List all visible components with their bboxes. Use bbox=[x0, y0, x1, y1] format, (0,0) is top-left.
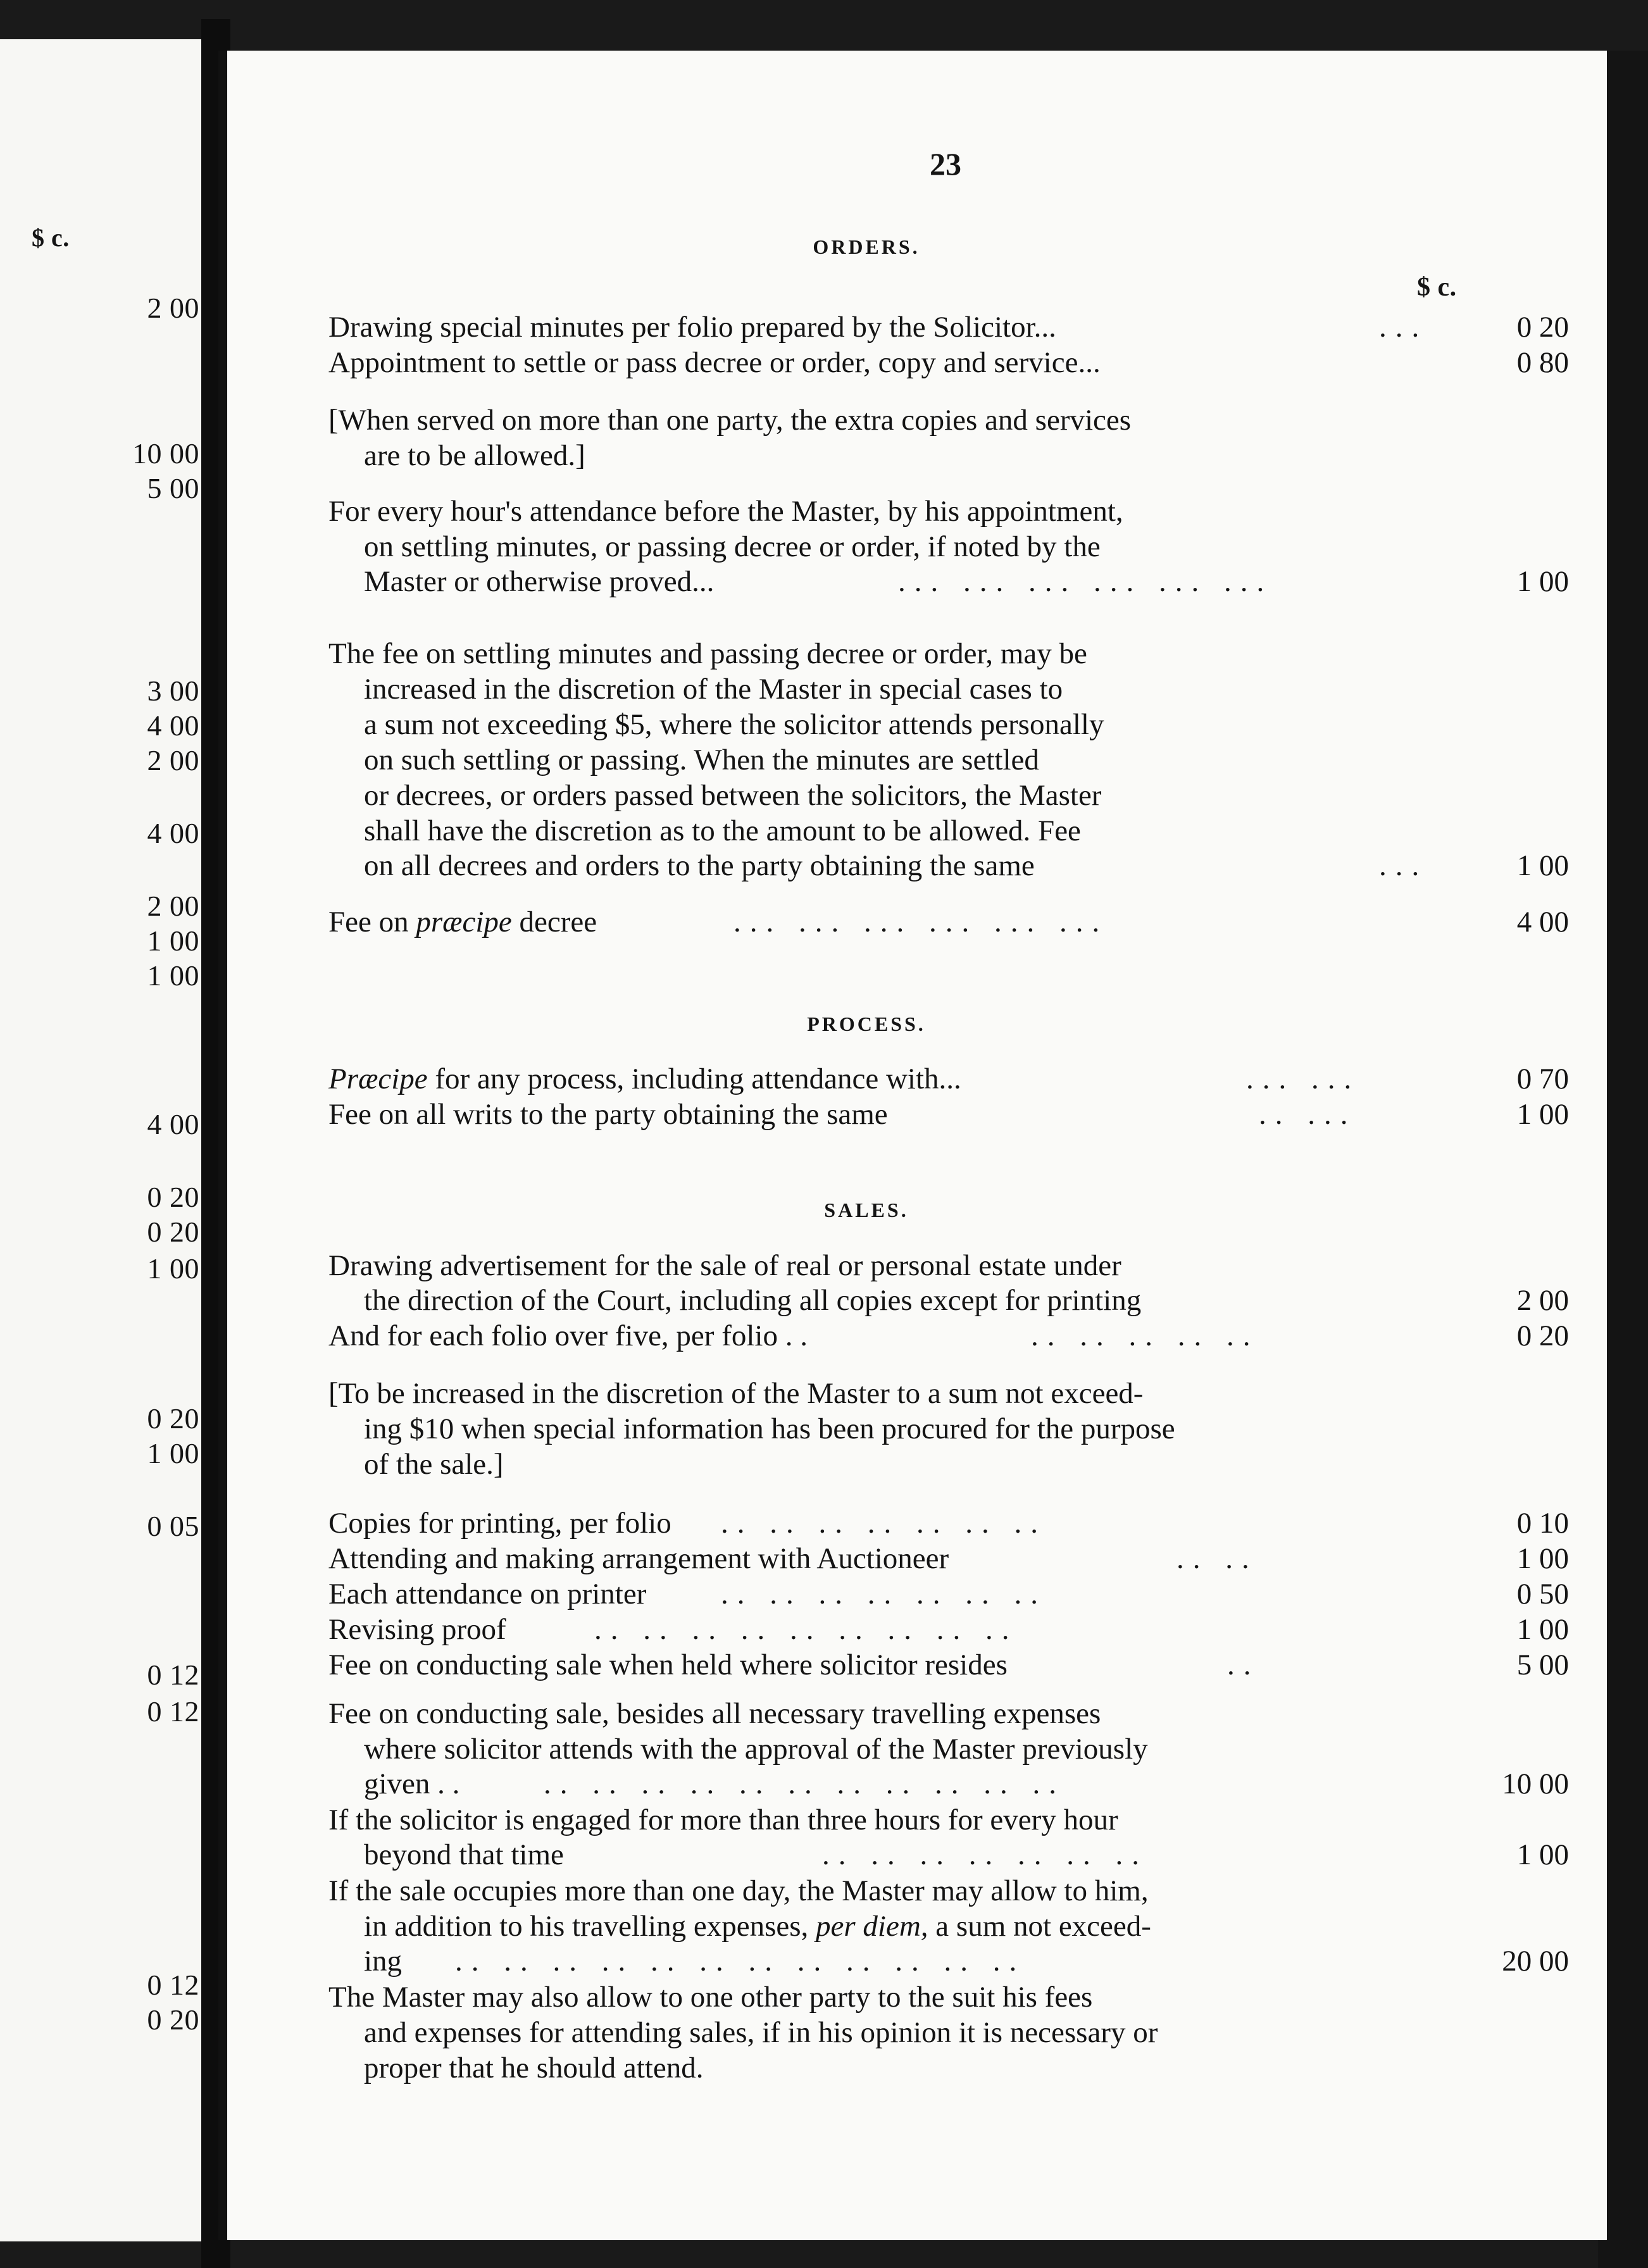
sales-item-amount: 5 00 bbox=[1516, 1648, 1569, 1681]
sales-item-amount: 1 00 bbox=[1516, 1542, 1569, 1575]
fee-paragraph-line: The fee on settling minutes and passing decree or order, may be bbox=[328, 637, 1087, 670]
advert-line-2 bbox=[328, 1283, 1569, 1319]
left-currency-header: $ c. bbox=[32, 223, 70, 252]
sales-item-dots: .. bbox=[1227, 1648, 1260, 1681]
left-amount: 1 00 bbox=[147, 1252, 199, 1285]
process-line-2 bbox=[328, 1097, 1569, 1133]
praecipe-suffix: decree bbox=[519, 906, 597, 938]
sales-item-row bbox=[328, 1577, 1569, 1612]
orders-line-1 bbox=[328, 310, 1569, 346]
fee-paragraph-last-line bbox=[328, 849, 1569, 884]
hour-attendance-line-2: on settling minutes, or passing decree or order, if noted by the bbox=[364, 530, 1101, 563]
left-amount: 0 12 bbox=[147, 1969, 199, 2001]
fee-paragraph-line: a sum not exceeding $5, where the solicitor attends personally bbox=[364, 708, 1104, 741]
left-amount: 2 00 bbox=[147, 292, 199, 324]
process-line-2-dots: .. ... bbox=[1259, 1098, 1357, 1131]
fee-paragraph-line: on all decrees and orders to the party obtaining the same bbox=[364, 849, 1035, 882]
left-amount: 0 12 bbox=[147, 1659, 199, 1691]
process-line-1-dots: ... ... bbox=[1246, 1062, 1361, 1095]
hour-attendance-line-3 bbox=[328, 564, 1569, 600]
travel-dots: .. .. .. .. .. .. .. .. .. .. .. bbox=[544, 1767, 1065, 1800]
left-amount: 0 05 bbox=[147, 1510, 199, 1542]
left-amount: 4 00 bbox=[147, 817, 199, 849]
orders-line-2 bbox=[328, 346, 1569, 381]
left-amount: 0 12 bbox=[147, 1695, 199, 1728]
fee-paragraph-line: on such settling or passing. When the minutes are settled bbox=[364, 744, 1039, 776]
left-amount: 1 00 bbox=[147, 1437, 199, 1469]
left-amount: 3 00 bbox=[147, 675, 199, 707]
sales-item-amount: 0 50 bbox=[1516, 1578, 1569, 1611]
advert-line-2-label: the direction of the Court, including all copies except for printing bbox=[364, 1284, 1142, 1317]
other-party-line-1: The Master may also allow to one other party to the suit his fees bbox=[328, 1981, 1093, 2014]
sales-item-row bbox=[328, 1506, 1569, 1542]
day-line-2 bbox=[328, 1909, 1151, 1944]
process-line-1-label bbox=[328, 1062, 961, 1096]
left-amount: 5 00 bbox=[147, 472, 199, 504]
hours-dots: .. .. .. .. .. .. .. bbox=[822, 1838, 1148, 1871]
sales-item-dots: .. .. bbox=[1177, 1542, 1258, 1575]
left-amount: 2 00 bbox=[147, 744, 199, 776]
sales-item-dots: .. .. .. .. .. .. .. bbox=[721, 1578, 1047, 1611]
day-amount: 20 00 bbox=[1502, 1945, 1569, 1978]
sales-item-amount: 0 10 bbox=[1516, 1507, 1569, 1540]
section-heading-process: PROCESS. bbox=[807, 1012, 926, 1035]
orders-note-line-2: are to be allowed.] bbox=[364, 439, 585, 472]
day-line-3 bbox=[328, 1944, 1569, 1979]
praecipe-decree-dots: ... ... ... ... ... ... bbox=[733, 906, 1109, 938]
left-amount: 0 20 bbox=[147, 1402, 199, 1435]
travel-given-label: given . . bbox=[364, 1767, 460, 1800]
page-number: 23 bbox=[930, 146, 961, 182]
left-amount: 0 20 bbox=[147, 2003, 199, 2036]
currency-header: $ c. bbox=[1417, 273, 1457, 302]
praecipe-prefix: Fee on bbox=[328, 906, 409, 938]
hours-line-2 bbox=[328, 1838, 1569, 1873]
travel-line-2: where solicitor attends with the approval of the Master previously bbox=[364, 1733, 1148, 1766]
orders-line-1-label: Drawing special minutes per folio prepared by the Solicitor... bbox=[328, 311, 1056, 344]
praecipe-decree-amount: 4 00 bbox=[1516, 906, 1569, 938]
orders-line-1-dots: ... bbox=[1379, 311, 1428, 344]
sales-item-dots: .. .. .. .. .. .. .. .. .. bbox=[594, 1613, 1018, 1646]
other-party-line-2: and expenses for attending sales, if in his opinion it is necessary or bbox=[364, 2016, 1158, 2049]
sales-item-amount: 1 00 bbox=[1516, 1613, 1569, 1646]
left-amount: 10 00 bbox=[132, 437, 199, 470]
fee-paragraph-line: or decrees, or orders passed between the solicitors, the Master bbox=[364, 779, 1102, 812]
sales-item-label: Fee on conducting sale when held where solicitor resides bbox=[328, 1648, 1008, 1681]
travel-line-3 bbox=[328, 1767, 1569, 1802]
travel-line-1: Fee on conducting sale, besides all necessary travelling expenses bbox=[328, 1697, 1101, 1730]
hour-attendance-dots: ... ... ... ... ... ... bbox=[898, 565, 1273, 598]
praecipe-decree-line bbox=[328, 905, 1569, 940]
day-line-1: If the sale occupies more than one day, the Master may allow to him, bbox=[328, 1874, 1149, 1907]
process-line-1 bbox=[328, 1062, 1569, 1097]
each-folio-dots: .. .. .. .. .. bbox=[1031, 1319, 1259, 1352]
left-amount: 0 20 bbox=[147, 1216, 199, 1248]
other-party-line-3: proper that he should attend. bbox=[364, 2052, 704, 2084]
orders-note-line-1: [When served on more than one party, the extra copies and services bbox=[328, 404, 1132, 437]
each-folio-amount: 0 20 bbox=[1516, 1319, 1569, 1352]
orders-line-2-amount: 0 80 bbox=[1516, 346, 1569, 379]
sales-item-label: Revising proof bbox=[328, 1613, 506, 1646]
sales-item-dots: .. .. .. .. .. .. .. bbox=[721, 1507, 1047, 1540]
left-amount: 4 00 bbox=[147, 709, 199, 742]
orders-line-1-amount: 0 20 bbox=[1516, 311, 1569, 344]
sales-item-row bbox=[328, 1542, 1569, 1577]
fee-paragraph-line: increased in the discretion of the Master in special cases to bbox=[364, 673, 1063, 706]
process-line-2-label: Fee on all writs to the party obtaining the same bbox=[328, 1098, 888, 1131]
hours-line-2-label: beyond that time bbox=[364, 1838, 564, 1871]
advert-amount: 2 00 bbox=[1516, 1284, 1569, 1317]
day-dots: .. .. .. .. .. .. .. .. .. .. .. .. bbox=[455, 1945, 1026, 1978]
day-line-3-label: ing bbox=[364, 1945, 403, 1978]
hour-attendance-label: Master or otherwise proved... bbox=[364, 565, 715, 598]
orders-line-2-label: Appointment to settle or pass decree or order, copy and service... bbox=[328, 346, 1101, 379]
process-line-1-italic: Præcipe bbox=[328, 1062, 428, 1095]
hours-amount: 1 00 bbox=[1516, 1838, 1569, 1871]
section-heading-sales: SALES. bbox=[824, 1199, 909, 1221]
process-line-1-rest: for any process, including attendance with... bbox=[435, 1062, 961, 1095]
hour-attendance-amount: 1 00 bbox=[1516, 565, 1569, 598]
sales-note-line-3: of the sale.] bbox=[364, 1448, 504, 1481]
sales-note-line-2: ing $10 when special information has been procured for the purpose bbox=[364, 1412, 1175, 1445]
hour-attendance-line-1: For every hour's attendance before the Master, by his appointment, bbox=[328, 495, 1123, 528]
day-line-2-italic: per diem, bbox=[816, 1910, 928, 1943]
praecipe-decree-label bbox=[328, 905, 597, 939]
fee-paragraph-dots: ... bbox=[1379, 849, 1428, 882]
sales-item-label: Attending and making arrangement with Auctioneer bbox=[328, 1542, 949, 1575]
left-amount: 2 00 bbox=[147, 890, 199, 922]
left-amount: 0 20 bbox=[147, 1181, 199, 1213]
section-heading-orders: ORDERS. bbox=[813, 235, 920, 258]
process-line-2-amount: 1 00 bbox=[1516, 1098, 1569, 1131]
sales-item-label: Copies for printing, per folio bbox=[328, 1507, 671, 1540]
left-amount: 1 00 bbox=[147, 925, 199, 957]
advert-line-1: Drawing advertisement for the sale of real or personal estate under bbox=[328, 1249, 1121, 1282]
process-line-1-amount: 0 70 bbox=[1516, 1062, 1569, 1095]
left-amount: 4 00 bbox=[147, 1108, 199, 1140]
hours-line-1: If the solicitor is engaged for more than three hours for every hour bbox=[328, 1804, 1118, 1836]
day-line-2-b: a sum not exceed- bbox=[935, 1910, 1151, 1943]
praecipe-italic: præcipe bbox=[416, 906, 512, 938]
sales-item-row bbox=[328, 1612, 1569, 1648]
fee-paragraph-line: shall have the discretion as to the amount to be allowed. Fee bbox=[364, 814, 1081, 847]
previous-page-margin bbox=[0, 39, 201, 2241]
left-amount: 1 00 bbox=[147, 959, 199, 992]
page bbox=[218, 51, 1607, 2240]
fee-paragraph-amount: 1 00 bbox=[1516, 849, 1569, 882]
sales-item-row bbox=[328, 1648, 1569, 1683]
sales-note-line-1: [To be increased in the discretion of the Master to a sum not exceed- bbox=[328, 1377, 1144, 1410]
each-folio-label: And for each folio over five, per folio . . bbox=[328, 1319, 808, 1352]
day-line-2-a: in addition to his travelling expenses, bbox=[364, 1910, 809, 1943]
sales-item-label: Each attendance on printer bbox=[328, 1578, 647, 1611]
travel-amount: 10 00 bbox=[1502, 1767, 1569, 1800]
each-folio-line bbox=[328, 1319, 1569, 1354]
